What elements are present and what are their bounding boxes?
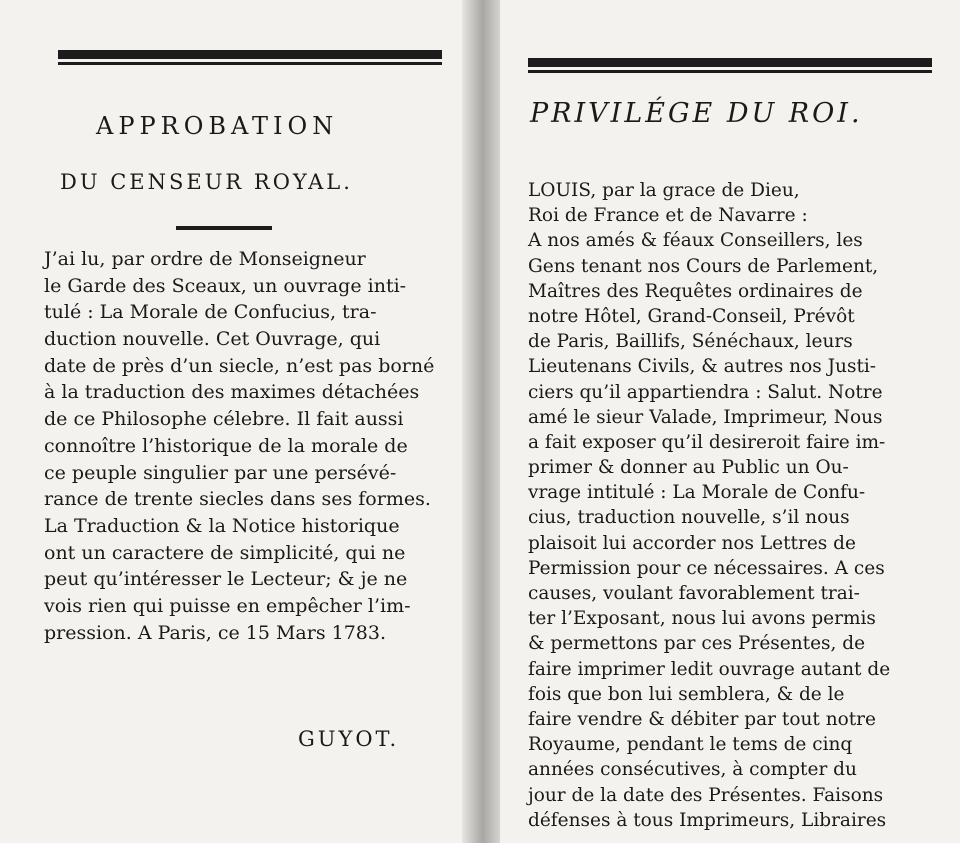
text-line: J’ai lu, par ordre de Monseigneur (44, 248, 366, 270)
text-line: jour de la date des Présentes. Faisons (528, 784, 884, 806)
text-line: Lieutenans Civils, & autres nos Justi- (528, 356, 877, 378)
censor-signature: GUYOT. (298, 727, 400, 751)
text-line: ter l’Exposant, nous lui avons permis (528, 608, 876, 630)
text-line: LOUIS, par la grace de Dieu, (528, 180, 800, 201)
text-line: La Traduction & la Notice historique (44, 514, 400, 537)
text-line: défenses à tous Imprimeurs, Libraires (528, 809, 887, 831)
top-ornamental-rule (58, 50, 442, 62)
text-line: à la traduction des maximes détachées (44, 381, 420, 404)
text-line: Permission pour ce nécessaires. A ces (528, 557, 885, 579)
text-line: Roi de France et de Navarre : (528, 205, 808, 227)
text-line: pression. A Paris, ce 15 Mars 1783. (44, 621, 387, 644)
text-line: de Paris, Baillifs, Sénéchaux, leurs (528, 331, 853, 353)
text-line: & permettons par ces Présentes, de (528, 633, 866, 655)
privilege-title: PRIVILÉGE DU ROI. (530, 98, 863, 129)
text-line: notre Hôtel, Grand-Conseil, Prévôt (528, 305, 855, 327)
text-line: faire imprimer ledit ouvrage autant de (528, 658, 891, 680)
top-ornamental-rule (528, 58, 932, 70)
text-line: amé le sieur Valade, Imprimeur, Nous (528, 406, 883, 428)
text-line: ce peuple singulier par une persévé- (44, 461, 397, 484)
text-line: primer & donner au Public un Ou- (528, 457, 849, 479)
text-line: tulé : La Morale de Confucius, tra- (44, 301, 377, 324)
text-line: causes, voulant favorablement trai- (528, 583, 860, 604)
text-line: Maîtres des Requêtes ordinaires de (528, 280, 863, 302)
left-page (0, 0, 462, 843)
approbation-subtitle: DU CENSEUR ROYAL. (60, 170, 353, 194)
text-line: duction nouvelle. Cet Ouvrage, qui (44, 328, 381, 351)
text-line: cius, traduction nouvelle, s’il nous (528, 507, 850, 529)
text-line: A nos amés & féaux Conseillers, les (528, 230, 863, 252)
text-line: de ce Philosophe célebre. Il fait aussi (44, 408, 404, 431)
section-divider-rule (176, 226, 272, 230)
text-line: ont un caractere de simplicité, qui ne (44, 541, 406, 564)
text-line: Gens tenant nos Cours de Parlement, (528, 255, 879, 277)
text-line: ciers qu’il appartiendra : Salut. Notre (528, 381, 883, 403)
text-line: Royaume, pendant le tems de cinq (528, 734, 853, 756)
book-gutter (462, 0, 500, 843)
text-line: date de près d’un siecle, n’est pas borné (44, 354, 435, 377)
approbation-text (44, 246, 434, 646)
text-line: a fait exposer qu’il desireroit faire im- (528, 431, 886, 453)
privilege-text (528, 178, 890, 833)
right-page (500, 0, 960, 843)
text-line: vois rien qui puisse en empêcher l’im- (44, 594, 411, 617)
text-line: plaisoit lui accorder nos Lettres de (528, 532, 856, 554)
text-line: fois que bon lui semblera, & de le (528, 683, 845, 705)
text-line: vrage intitulé : La Morale de Confu- (528, 482, 866, 504)
text-line: faire vendre & débiter par tout notre (528, 708, 876, 730)
text-line: peut qu’intéresser le Lecteur; & je ne (44, 568, 408, 591)
approbation-title: APPROBATION (96, 112, 339, 140)
text-line: années consécutives, à compter du (528, 759, 857, 781)
text-line: connoître l’historique de la morale de (44, 434, 408, 457)
text-line: le Garde des Sceaux, un ouvrage inti- (44, 274, 407, 297)
text-line: rance de trente siecles dans ses formes. (44, 488, 431, 511)
